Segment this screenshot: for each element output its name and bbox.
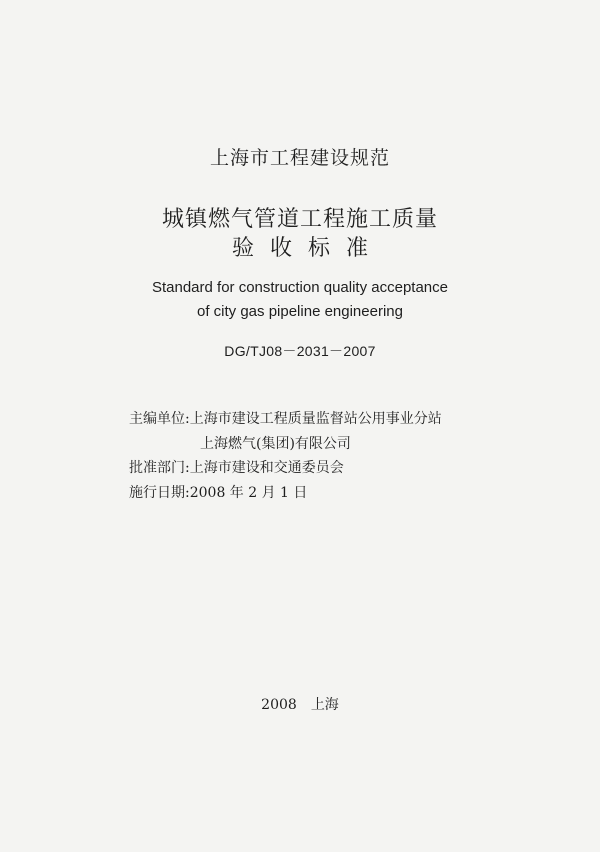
standard-code: DG/TJ08－2031－2007 [224,343,376,359]
effective-date-value: 2008 年 2 月 1 日 [189,485,308,501]
compiler-row [129,411,442,427]
title-line-2: 验收标准 [231,236,384,261]
effective-date-label: 施行日期: [129,485,190,501]
series-title: 上海市工程建设规范 [209,147,390,169]
publication-year: 2008 [261,697,297,713]
effective-date-row [129,485,307,501]
approver-row [129,460,344,476]
approver-label: 批准部门: [129,460,190,476]
compiler-unit-2: 上海燃气(集团)有限公司 [200,436,351,452]
compiler-row-2 [200,436,351,452]
compiler-unit-1: 上海市建设工程质量监督站公用事业分站 [189,411,442,427]
compiler-label: 主编单位: [129,411,190,427]
publication-city: 上海 [310,697,339,713]
english-title-line-2: of city gas pipeline engineering [197,303,403,320]
title-line-1: 城镇燃气管道工程施工质量 [161,207,438,232]
english-title-line-1: Standard for construction quality acceptance [151,279,448,296]
approver-value: 上海市建设和交通委员会 [189,460,344,476]
publication-footer [0,694,600,714]
